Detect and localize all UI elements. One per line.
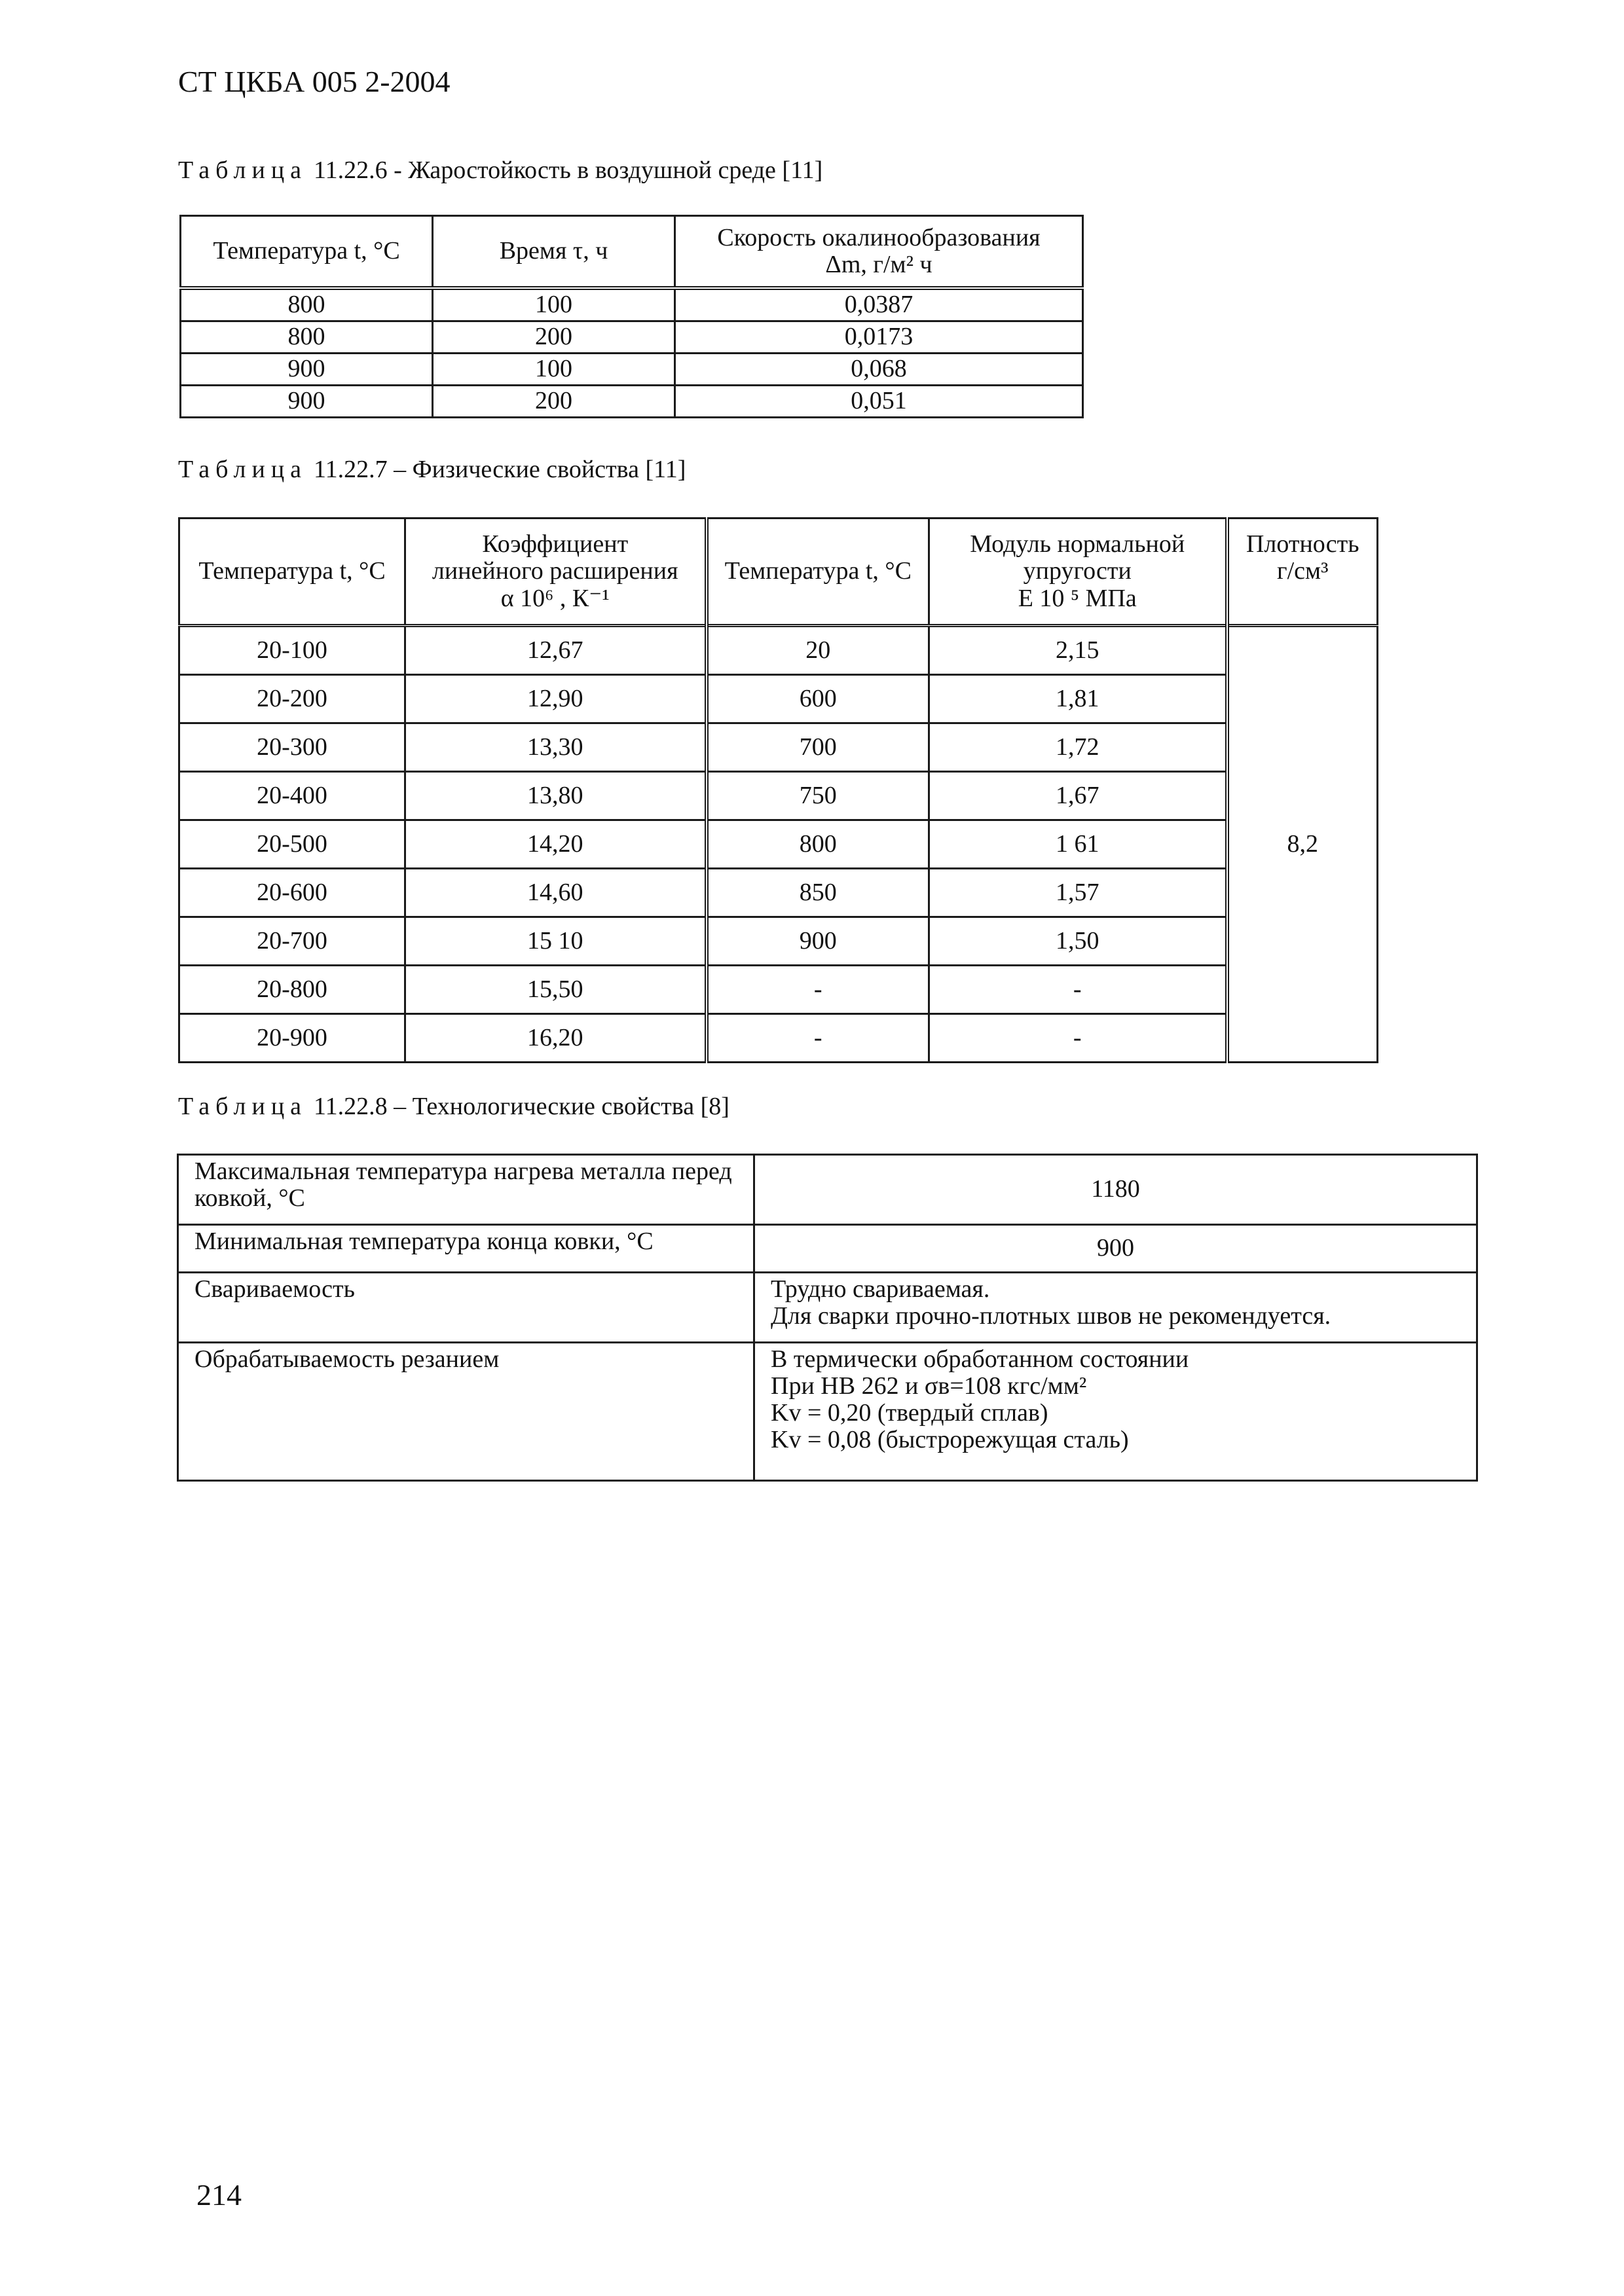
table-cell: 2,15 xyxy=(929,626,1227,675)
table-cell: - xyxy=(929,966,1227,1014)
table-7-header-elastic-modulus xyxy=(929,519,1227,626)
table-cell: 20-700 xyxy=(179,917,405,966)
table-cell: 13,30 xyxy=(405,723,707,772)
table-cell: 800 xyxy=(181,288,433,321)
table-cell: 100 xyxy=(433,288,675,321)
table-row xyxy=(179,1014,1378,1063)
table-cell: - xyxy=(707,966,929,1014)
table-cell: 20 xyxy=(707,626,929,675)
min-forging-end-temp-label: Минимальная температура конца ковки, °С xyxy=(178,1225,754,1273)
table-cell: 800 xyxy=(707,820,929,869)
weldability-value xyxy=(754,1273,1477,1343)
table-cell: 13,80 xyxy=(405,772,707,820)
table-row xyxy=(179,917,1378,966)
max-forging-temp-value: 1180 xyxy=(754,1155,1477,1225)
table-row xyxy=(178,1273,1477,1343)
table-7-caption xyxy=(178,455,686,484)
document-code: СТ ЦКБА 005 2-2004 xyxy=(178,65,451,98)
table-8-technological-properties xyxy=(177,1154,1478,1482)
table-cell: 20-200 xyxy=(179,675,405,723)
table-cell: 20-800 xyxy=(179,966,405,1014)
table-cell: 0,0387 xyxy=(675,288,1083,321)
machinability-line: Kv = 0,08 (быстрорежущая сталь) xyxy=(771,1426,1129,1454)
table-cell: 1,81 xyxy=(929,675,1227,723)
table-8-caption-title: 11.22.8 – Технологические свойства [8] xyxy=(314,1093,729,1120)
table-8-caption-word: Таблица xyxy=(178,1093,308,1120)
table-cell: 20-900 xyxy=(179,1014,405,1063)
table-cell: 0,0173 xyxy=(675,321,1083,354)
machinability-line: Kv = 0,20 (твердый сплав) xyxy=(771,1399,1048,1427)
table-cell: 0,068 xyxy=(675,354,1083,386)
table-cell: 1,67 xyxy=(929,772,1227,820)
weldability-line: Трудно свариваемая. xyxy=(771,1275,990,1303)
table-7-header-density xyxy=(1227,519,1378,626)
table-7-physical-properties xyxy=(178,517,1378,1063)
table-6-caption-title: 11.22.6 - Жаростойкость в воздушной среде [11] xyxy=(314,156,823,184)
table-cell: 900 xyxy=(181,354,433,386)
machinability-line: В термически обработанном состоянии xyxy=(771,1345,1189,1373)
table-6-header-scaling-rate-line2: Δm, г/м² ч xyxy=(825,251,932,278)
table-7-caption-word: Таблица xyxy=(178,456,308,483)
table-7-header-temperature-1: Температура t, °С xyxy=(179,519,405,626)
min-forging-end-temp-value: 900 xyxy=(754,1225,1477,1273)
header-line: α 10⁶ , К⁻¹ xyxy=(500,584,610,612)
table-cell: 750 xyxy=(707,772,929,820)
table-8-caption xyxy=(178,1092,729,1121)
table-cell: 1,72 xyxy=(929,723,1227,772)
weldability-line: Для сварки прочно-плотных швов не рекомендуется. xyxy=(771,1302,1331,1330)
table-6-header-scaling-rate-line1: Скорость окалинообразования xyxy=(717,223,1041,251)
table-cell: 12,90 xyxy=(405,675,707,723)
table-cell: 15,50 xyxy=(405,966,707,1014)
table-cell: 850 xyxy=(707,869,929,917)
table-row xyxy=(179,723,1378,772)
table-cell: 14,20 xyxy=(405,820,707,869)
table-7-header-temperature-2: Температура t, °С xyxy=(707,519,929,626)
table-cell: 800 xyxy=(181,321,433,354)
header-line: линейного расширения xyxy=(432,557,678,585)
table-6-header-temperature: Температура t, °С xyxy=(181,216,433,289)
table-row xyxy=(179,820,1378,869)
table-row xyxy=(178,1343,1477,1481)
table-cell: 12,67 xyxy=(405,626,707,675)
table-cell: 20-400 xyxy=(179,772,405,820)
machinability-value xyxy=(754,1343,1477,1481)
table-6-header-time: Время τ, ч xyxy=(433,216,675,289)
header-line: г/см³ xyxy=(1277,557,1329,585)
table-cell: 900 xyxy=(707,917,929,966)
table-cell: 0,051 xyxy=(675,386,1083,418)
table-row xyxy=(181,386,1083,418)
table-row xyxy=(181,354,1083,386)
table-cell: 200 xyxy=(433,386,675,418)
table-row xyxy=(179,626,1378,675)
table-7-header-expansion-coefficient xyxy=(405,519,707,626)
page-number: 214 xyxy=(196,2178,242,2212)
header-line: упругости xyxy=(1023,557,1132,585)
table-6-caption-word: Таблица xyxy=(178,156,308,184)
header-line: Е 10 ⁵ МПа xyxy=(1018,584,1137,612)
table-cell: 900 xyxy=(181,386,433,418)
table-cell: 200 xyxy=(433,321,675,354)
table-row xyxy=(179,772,1378,820)
table-cell: 600 xyxy=(707,675,929,723)
max-forging-temp-label: Максимальная температура нагрева металла перед ковкой, °С xyxy=(178,1155,754,1225)
machinability-line: При НВ 262 и σв=108 кгс/мм² xyxy=(771,1372,1087,1400)
table-cell: 20-100 xyxy=(179,626,405,675)
table-cell: - xyxy=(707,1014,929,1063)
table-row xyxy=(181,321,1083,354)
table-cell: 14,60 xyxy=(405,869,707,917)
table-6-heat-resistance xyxy=(179,215,1084,418)
table-cell: 100 xyxy=(433,354,675,386)
table-cell: 700 xyxy=(707,723,929,772)
table-row xyxy=(178,1155,1477,1225)
table-cell: 16,20 xyxy=(405,1014,707,1063)
table-cell: 1 61 xyxy=(929,820,1227,869)
table-row xyxy=(179,966,1378,1014)
machinability-label: Обрабатываемость резанием xyxy=(178,1343,754,1481)
table-7-caption-title: 11.22.7 – Физические свойства [11] xyxy=(314,456,686,483)
table-cell: - xyxy=(929,1014,1227,1063)
header-line: Модуль нормальной xyxy=(970,530,1185,558)
header-line: Плотность xyxy=(1246,530,1359,558)
table-row xyxy=(179,675,1378,723)
table-cell: 15 10 xyxy=(405,917,707,966)
table-cell: 20-300 xyxy=(179,723,405,772)
table-row xyxy=(178,1225,1477,1273)
header-line: Коэффициент xyxy=(482,530,629,558)
table-cell: 1,57 xyxy=(929,869,1227,917)
table-row xyxy=(179,869,1378,917)
table-cell: 20-600 xyxy=(179,869,405,917)
table-cell: 20-500 xyxy=(179,820,405,869)
table-cell: 1,50 xyxy=(929,917,1227,966)
weldability-label: Свариваемость xyxy=(178,1273,754,1343)
table-row xyxy=(181,288,1083,321)
table-6-header-scaling-rate xyxy=(675,216,1083,289)
table-7-density-value: 8,2 xyxy=(1227,626,1378,1063)
table-6-caption xyxy=(178,156,822,185)
